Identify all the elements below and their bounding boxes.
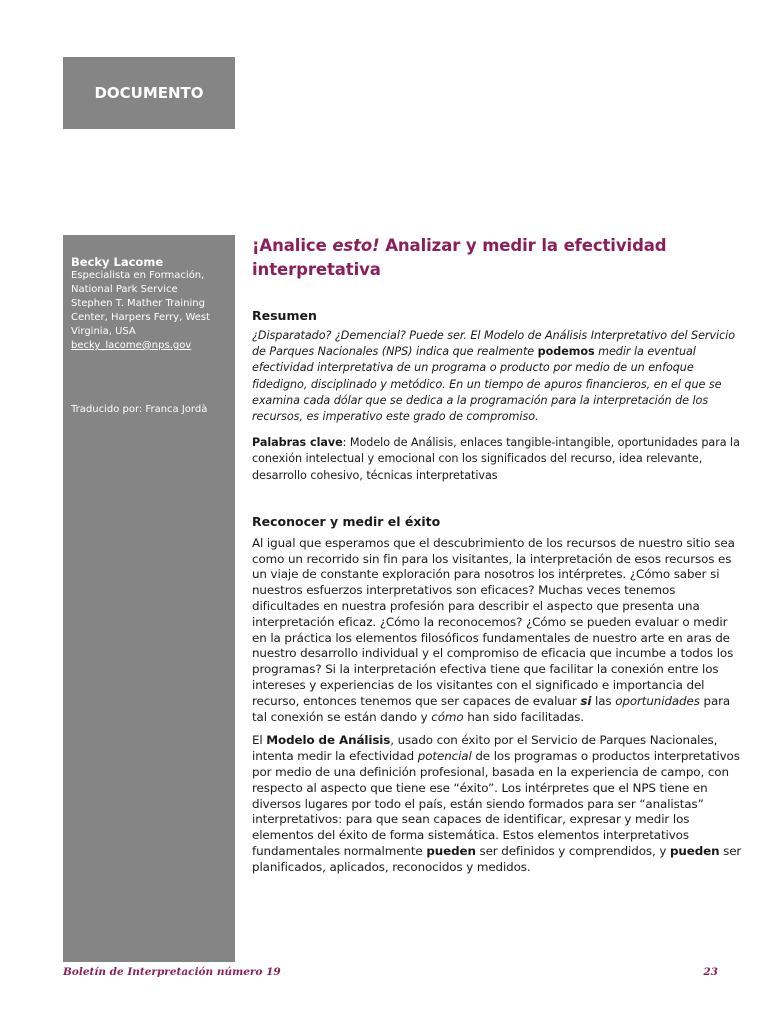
section-heading: Reconocer y medir el éxito [252, 513, 441, 529]
body-paragraph: Al igual que esperamos que el descubrimiento de los recursos de nuestro sitio sea como un recorrido sin fin para los visitantes, la interpretación de esos recursos es un viaje de constante exploración para nosotros los intérpretes. ¿Cómo saber si nuestros esfuerzos interpretativos son eficaces? Muchas veces tenemos dificultades en nuestra profesión para describir el aspecto que presenta una interpretación eficaz. ¿Cómo la reconocemos? ¿Cómo se pueden evaluar o medir en la práctica los elementos filosóficos fundamentales de nuestro arte en aras de nuestro desarrollo individual y el compromiso de eficacia que incumbe a todos los programas? Si la interpretación efectiva tiene que facilitar la conexión entre los intereses y experiencias de los visitantes con el significado e importancia del recurso, entonces tenemos que ser capaces de evaluar si las oportunidades para tal conexión se están dando y cómo han sido facilitadas. [252, 535, 735, 724]
article-title: ¡Analice esto! Analizar y medir la efectividad interpretativa [252, 236, 667, 279]
keywords-label: Palabras clave [252, 436, 343, 450]
abstract-text: ¿Disparatado? ¿Demencial? Puede ser. El Modelo de Análisis Interpretativo del Servicio de Parques Nacionales (NPS) indica que realmente podemos medir la eventual efectividad interpretativa de un programa o producto por medio de un enfoque fidedigno, disciplinado y metódico. En un tiempo de apuros financieros, en el que se examina cada dólar que se dedica a la programación para la interpretación de los recursos, es imperativo este grado de compromiso. [252, 329, 736, 424]
author-affiliation-line: National Park Service [71, 284, 178, 295]
author-affiliation-line: Stephen T. Mather Training [71, 298, 205, 309]
section-label: DOCUMENTO [94, 84, 204, 102]
author-affiliation-line: Especialista en Formación, [71, 270, 205, 281]
translator-credit: Traducido por: Franca Jordà [71, 404, 208, 415]
keywords: Palabras clave: Modelo de Análisis, enlaces tangible-intangible, oportunidades para la conexión intelectual y emocional con los significados del recurso, idea relevante, desarrollo cohesivo, técnicas interpretativas [252, 436, 740, 482]
footer-publication: Boletín de Interpretación número 19 [63, 966, 281, 978]
author-name: Becky Lacome [71, 255, 164, 269]
section-label-box [63, 57, 235, 129]
abstract-heading: Resumen [252, 308, 317, 323]
body-paragraph: El Modelo de Análisis, usado con éxito por el Servicio de Parques Nacionales, intenta medir la efectividad potencial de los programas o productos interpretativos por medio de una definición profesional, basada en la experiencia de campo, con respecto al aspecto que tiene ese “éxito”. Los intérpretes que el NPS tiene en diversos lugares por todo el país, están siendo formados para ser “analistas” interpretativos: para que sean capaces de identificar, expresar y medir los elementos del éxito de forma sistemática. Estos elementos interpretativos fundamentales normalmente pueden ser definidos y comprendidos, y pueden ser planificados, aplicados, reconocidos y medidos. [252, 733, 742, 874]
footer-page-number: 23 [703, 966, 718, 978]
author-sidebar [63, 235, 235, 962]
author-email-link[interactable]: becky_lacome@nps.gov [71, 340, 192, 351]
author-affiliation-line: Virginia, USA [71, 326, 136, 337]
author-affiliation-line: Center, Harpers Ferry, West [71, 312, 211, 323]
article-body [252, 234, 744, 876]
